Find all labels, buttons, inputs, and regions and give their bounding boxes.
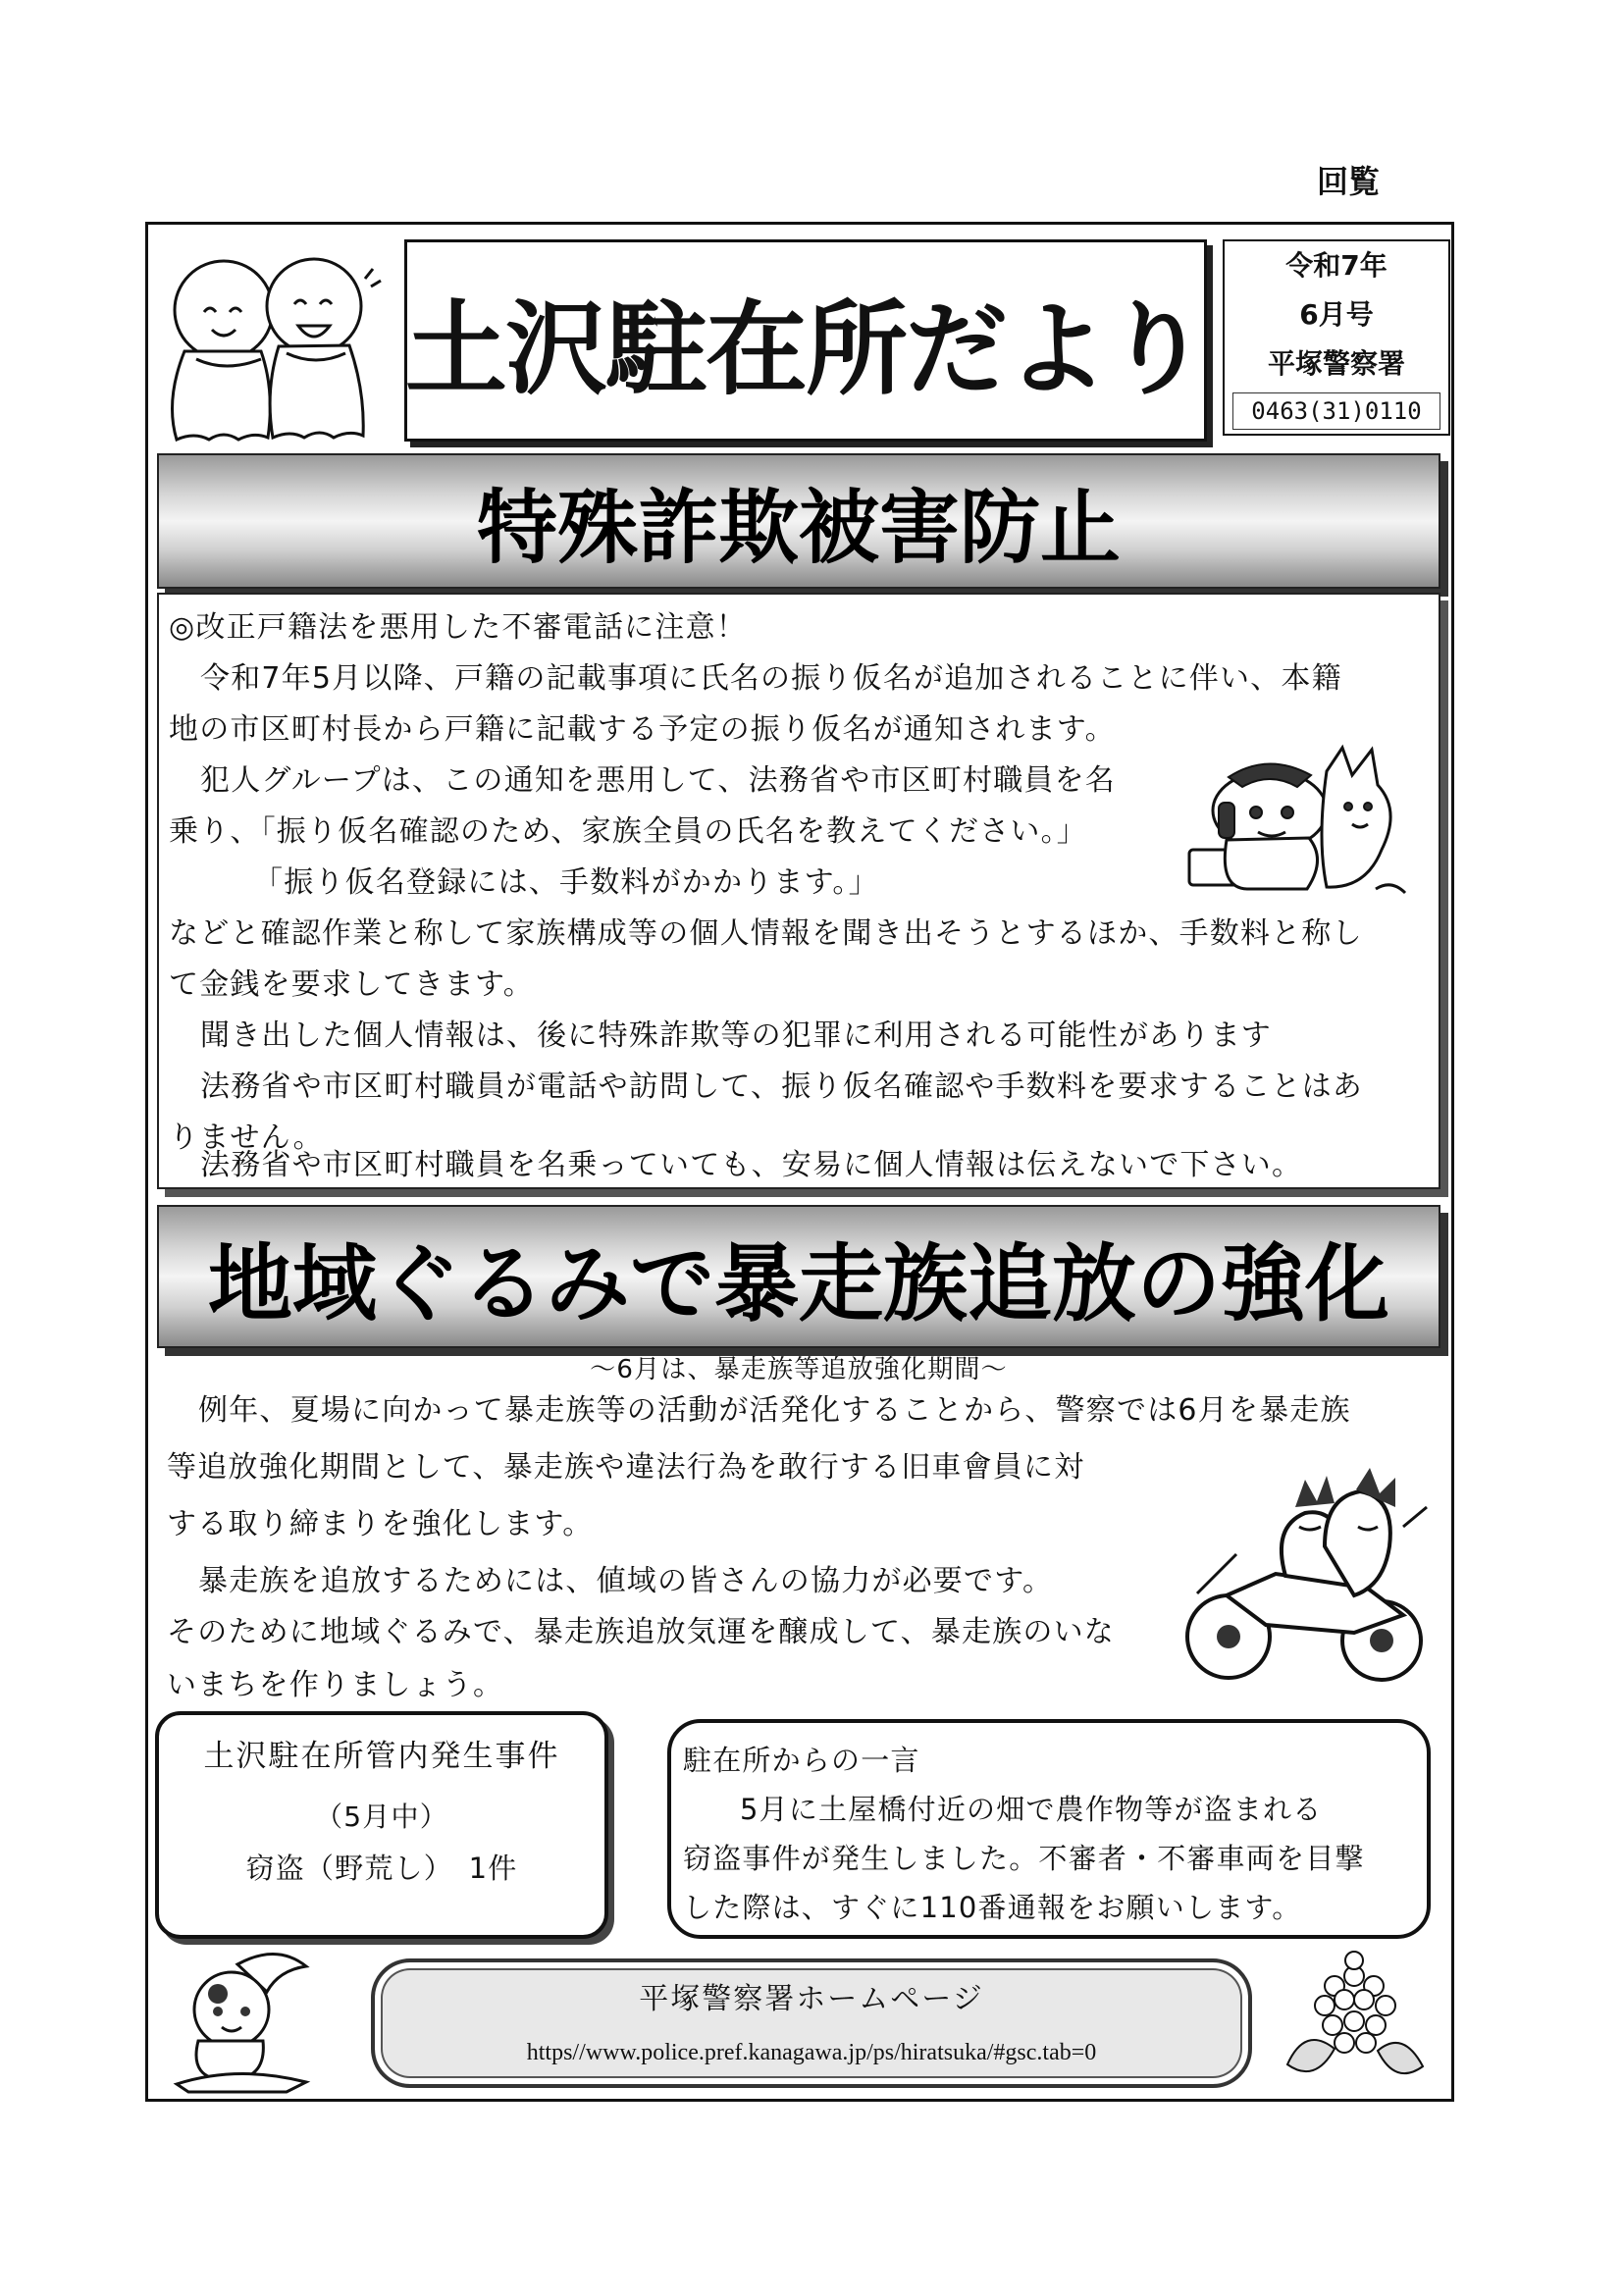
section1-line-6: 「振り仮名登録には、手数料がかかります。」 <box>253 865 879 900</box>
chuzaisho-message-box <box>667 1719 1431 1939</box>
newsletter-title: 土沢駐在所だより <box>405 289 1207 409</box>
section2-line-5: そのために地域ぐるみで、暴走族追放気運を醸成して、暴走族のいな <box>167 1615 1115 1649</box>
message-line-3: した際は、すぐに110番通報をお願いします。 <box>683 1891 1302 1924</box>
incidents-title: 土沢駐在所管内発生事件 <box>203 1739 560 1774</box>
section1-line-1: ◎改正戸籍法を悪用した不審電話に注意！ <box>169 610 747 645</box>
section1-line-5: 乗り、「振り仮名確認のため、家族全員の氏名を教えてください。」 <box>169 814 1087 849</box>
hydrangea-illustration <box>1276 1947 1439 2094</box>
section2-line-6: いまちを作りましょう。 <box>167 1668 504 1702</box>
section1-line-12: 法務省や市区町村職員を名乗っていても、安易に個人情報は伝えないで下さい。 <box>200 1148 1303 1182</box>
homepage-box <box>371 1958 1252 2088</box>
section1-article <box>157 593 1440 1189</box>
homepage-url[interactable]: https//www.police.pref.kanagawa.jp/ps/hiratsuka/#gsc.tab=0 <box>526 2040 1097 2065</box>
section1-line-11: りません。 <box>169 1121 324 1155</box>
circulation-mark: 回覧 <box>1317 163 1381 200</box>
message-title: 駐在所からの一言 <box>683 1744 920 1777</box>
section2-line-4: 暴走族を追放するためには、値域の皆さんの協力が必要です。 <box>198 1564 1054 1598</box>
incidents-period: （5月中） <box>315 1800 448 1833</box>
section1-line-7: などと確認作業と称して家族構成等の個人情報を聞き出そうとするほか、手数料と称し <box>169 916 1363 951</box>
newsletter-title-box <box>404 239 1207 442</box>
phone-scammer-illustration <box>1179 742 1415 899</box>
teru-teru-bozu-illustration <box>155 243 400 449</box>
section1-line-9: 聞き出した個人情報は、後に特殊詐欺等の犯罪に利用される可能性があります <box>200 1018 1272 1053</box>
homepage-title: 平塚警察署ホームページ <box>639 1982 984 2016</box>
message-line-1: 5月に土屋橋付近の畑で農作物等が盗まれる <box>740 1793 1323 1826</box>
section1-line-2: 令和7年5月以降、戸籍の記載事項に氏名の振り仮名が追加されることに伴い、本籍 <box>200 661 1342 696</box>
issue-phone: 0463(31)0110 <box>1232 392 1440 430</box>
incidents-box <box>155 1711 608 1939</box>
section2-heading: 地域ぐるみで暴走族追放の強化 <box>157 1205 1440 1348</box>
issue-info-box <box>1223 239 1450 436</box>
incidents-item: 窃盗（野荒し） 1件 <box>245 1852 518 1885</box>
section2-line-2: 等追放強化期間として、暴走族や違法行為を敢行する旧車會員に対 <box>167 1450 1085 1485</box>
section1-line-3: 地の市区町村長から戸籍に記載する予定の振り仮名が通知されます。 <box>169 712 1116 747</box>
section2-article <box>157 1350 1440 1702</box>
section1-line-8: て金銭を要求してきます。 <box>169 967 534 1002</box>
issue-station: 平塚警察署 <box>1267 347 1405 380</box>
section1-heading: 特殊詐欺被害防止 <box>157 453 1440 589</box>
section1-line-10: 法務省や市区町村職員が電話や訪問して、振り仮名確認や手数料を要求することはあ <box>200 1070 1363 1104</box>
motorcycle-gang-illustration <box>1178 1468 1433 1694</box>
section1-line-4: 犯人グループは、この通知を悪用して、法務省や市区町村職員を名 <box>200 763 1116 798</box>
issue-month: 6月号 <box>1299 298 1374 331</box>
section2-line-1: 例年、夏場に向かって暴走族等の活動が活発化することから、警察では6月を暴走族 <box>198 1393 1351 1428</box>
issue-year: 令和7年 <box>1285 249 1387 282</box>
section2-subheading: ～6月は、暴走族等追放強化期間～ <box>590 1355 1008 1384</box>
section2-line-3: する取り締まりを強化します。 <box>167 1507 594 1541</box>
police-mascot-illustration <box>169 1947 316 2094</box>
message-line-2: 窃盗事件が発生しました。不審者・不審車両を目撃 <box>683 1842 1365 1875</box>
